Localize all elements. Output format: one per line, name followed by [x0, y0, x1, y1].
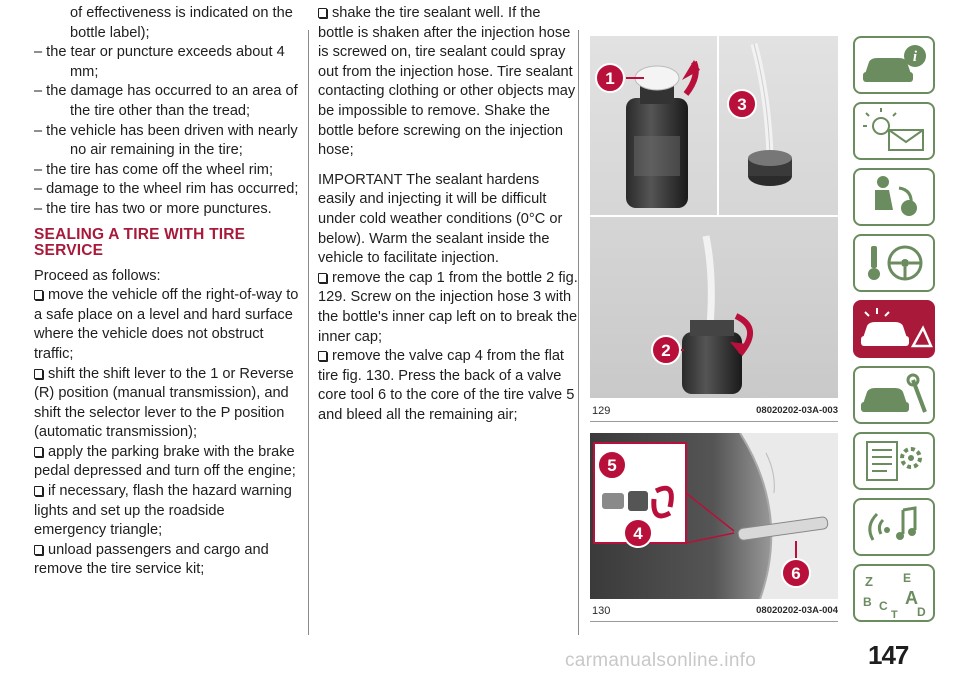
svg-text:1: 1	[605, 69, 615, 88]
tab-emergency[interactable]	[853, 300, 935, 358]
dash-item: – the tear or puncture exceeds about 4 mm;	[34, 44, 285, 80]
intro-text: Proceed as follows:	[34, 267, 161, 284]
checkbox-bullet-icon	[318, 273, 327, 283]
text-column-2	[318, 4, 580, 425]
caption-rule	[590, 621, 838, 622]
step-item: move the vehicle off the right-of-way to a safe place on a level and hard surface where the vehicle does not obstruct traffic;	[34, 287, 299, 362]
column-divider	[578, 30, 579, 635]
steering-wheel-icon	[855, 236, 933, 290]
column-divider	[308, 30, 309, 635]
text-column-1	[34, 4, 300, 580]
caption-rule	[590, 421, 838, 422]
svg-text:3: 3	[737, 95, 747, 114]
step-item: remove the cap 1 from the bottle 2 fig. 129. Screw on the injection hose 3 with the bottle's inner cap left on to break the inner cap;	[318, 269, 578, 345]
tab-maintenance[interactable]	[853, 366, 935, 424]
svg-text:5: 5	[607, 456, 617, 475]
dash-item: – damage to the wheel rim has occurred;	[34, 181, 299, 198]
svg-text:2: 2	[661, 341, 671, 360]
svg-text:Z: Z	[865, 574, 873, 589]
checkbox-bullet-icon	[34, 545, 43, 555]
svg-text:i: i	[912, 49, 918, 65]
tab-safety[interactable]	[853, 168, 935, 226]
multimedia-icon	[855, 500, 933, 554]
step-item: if necessary, flash the hazard warning lights and set up the roadside emergency triangle;	[34, 483, 292, 539]
checkbox-bullet-icon	[318, 8, 327, 18]
svg-text:E: E	[903, 571, 912, 585]
specifications-icon	[855, 434, 933, 488]
step-item: shake the tire sealant well. If the bottle is shaken after the injection hose is screwed on, tire sealant could spray out from the injection hose. Tire sealant contacting clothing or other objects may be impossible to remove. Shake the bottle before screwing on the injection hose;	[318, 5, 576, 159]
car-info-icon	[855, 38, 933, 92]
tab-index[interactable]	[853, 564, 935, 622]
step-item: apply the parking brake with the brake pedal depressed and turn off the engine;	[34, 443, 296, 480]
figure-129-image	[590, 36, 838, 398]
svg-text:D: D	[917, 605, 926, 619]
checkbox-bullet-icon	[34, 290, 43, 300]
index-letters-icon	[855, 566, 933, 620]
emergency-car-icon	[855, 302, 933, 356]
important-note: IMPORTANT The sealant hardens easily and injecting it will be difficult under cold weather conditions (0°C or below). Warm the sealant inside the vehicle to facilitate injection.	[318, 171, 563, 267]
section-heading: SEALING A TIRE WITH TIRE SERVICE	[34, 225, 246, 259]
airbag-seat-icon	[855, 170, 933, 224]
checkbox-bullet-icon	[34, 447, 43, 457]
checkbox-bullet-icon	[318, 351, 327, 361]
watermark: carmanualsonline.info	[565, 650, 757, 671]
checkbox-bullet-icon	[34, 486, 43, 496]
tab-specifications[interactable]	[853, 432, 935, 490]
figure-130-image	[590, 433, 838, 599]
svg-text:B: B	[863, 595, 872, 609]
page-number: 147	[868, 640, 909, 670]
checkbox-bullet-icon	[34, 369, 43, 379]
svg-text:6: 6	[791, 564, 801, 583]
tab-warning-lights[interactable]	[853, 102, 935, 160]
car-service-icon	[855, 368, 933, 422]
svg-text:C: C	[879, 599, 888, 613]
svg-text:T: T	[891, 609, 898, 620]
tab-multimedia[interactable]	[853, 498, 935, 556]
dash-item: – the damage has occurred to an area of the tire other than the tread;	[34, 83, 298, 119]
step-item: unload passengers and cargo and remove the tire service kit;	[34, 541, 269, 578]
tab-starting-driving[interactable]	[853, 234, 935, 292]
dash-item: – the vehicle has been driven with nearly no air remaining in the tire;	[34, 122, 298, 159]
dash-item: – the tire has two or more punctures.	[34, 200, 272, 217]
warning-lights-icon	[855, 104, 933, 158]
continued-line: of effectiveness is indicated on the bottle label);	[70, 5, 293, 41]
step-item: remove the valve cap 4 from the flat tire fig. 130. Press the back of a valve core tool 6 to the core of the tire valve 5 and bleed all the remaining air;	[318, 348, 575, 423]
dash-item: – the tire has come off the wheel rim;	[34, 161, 274, 178]
svg-text:4: 4	[633, 524, 643, 543]
step-item: shift the shift lever to the 1 or Reverse (R) position (manual transmission), and shift the selector lever to the P position (automatic transmission);	[34, 365, 294, 441]
svg-text:A: A	[905, 588, 918, 608]
tab-car-info[interactable]	[853, 36, 935, 94]
